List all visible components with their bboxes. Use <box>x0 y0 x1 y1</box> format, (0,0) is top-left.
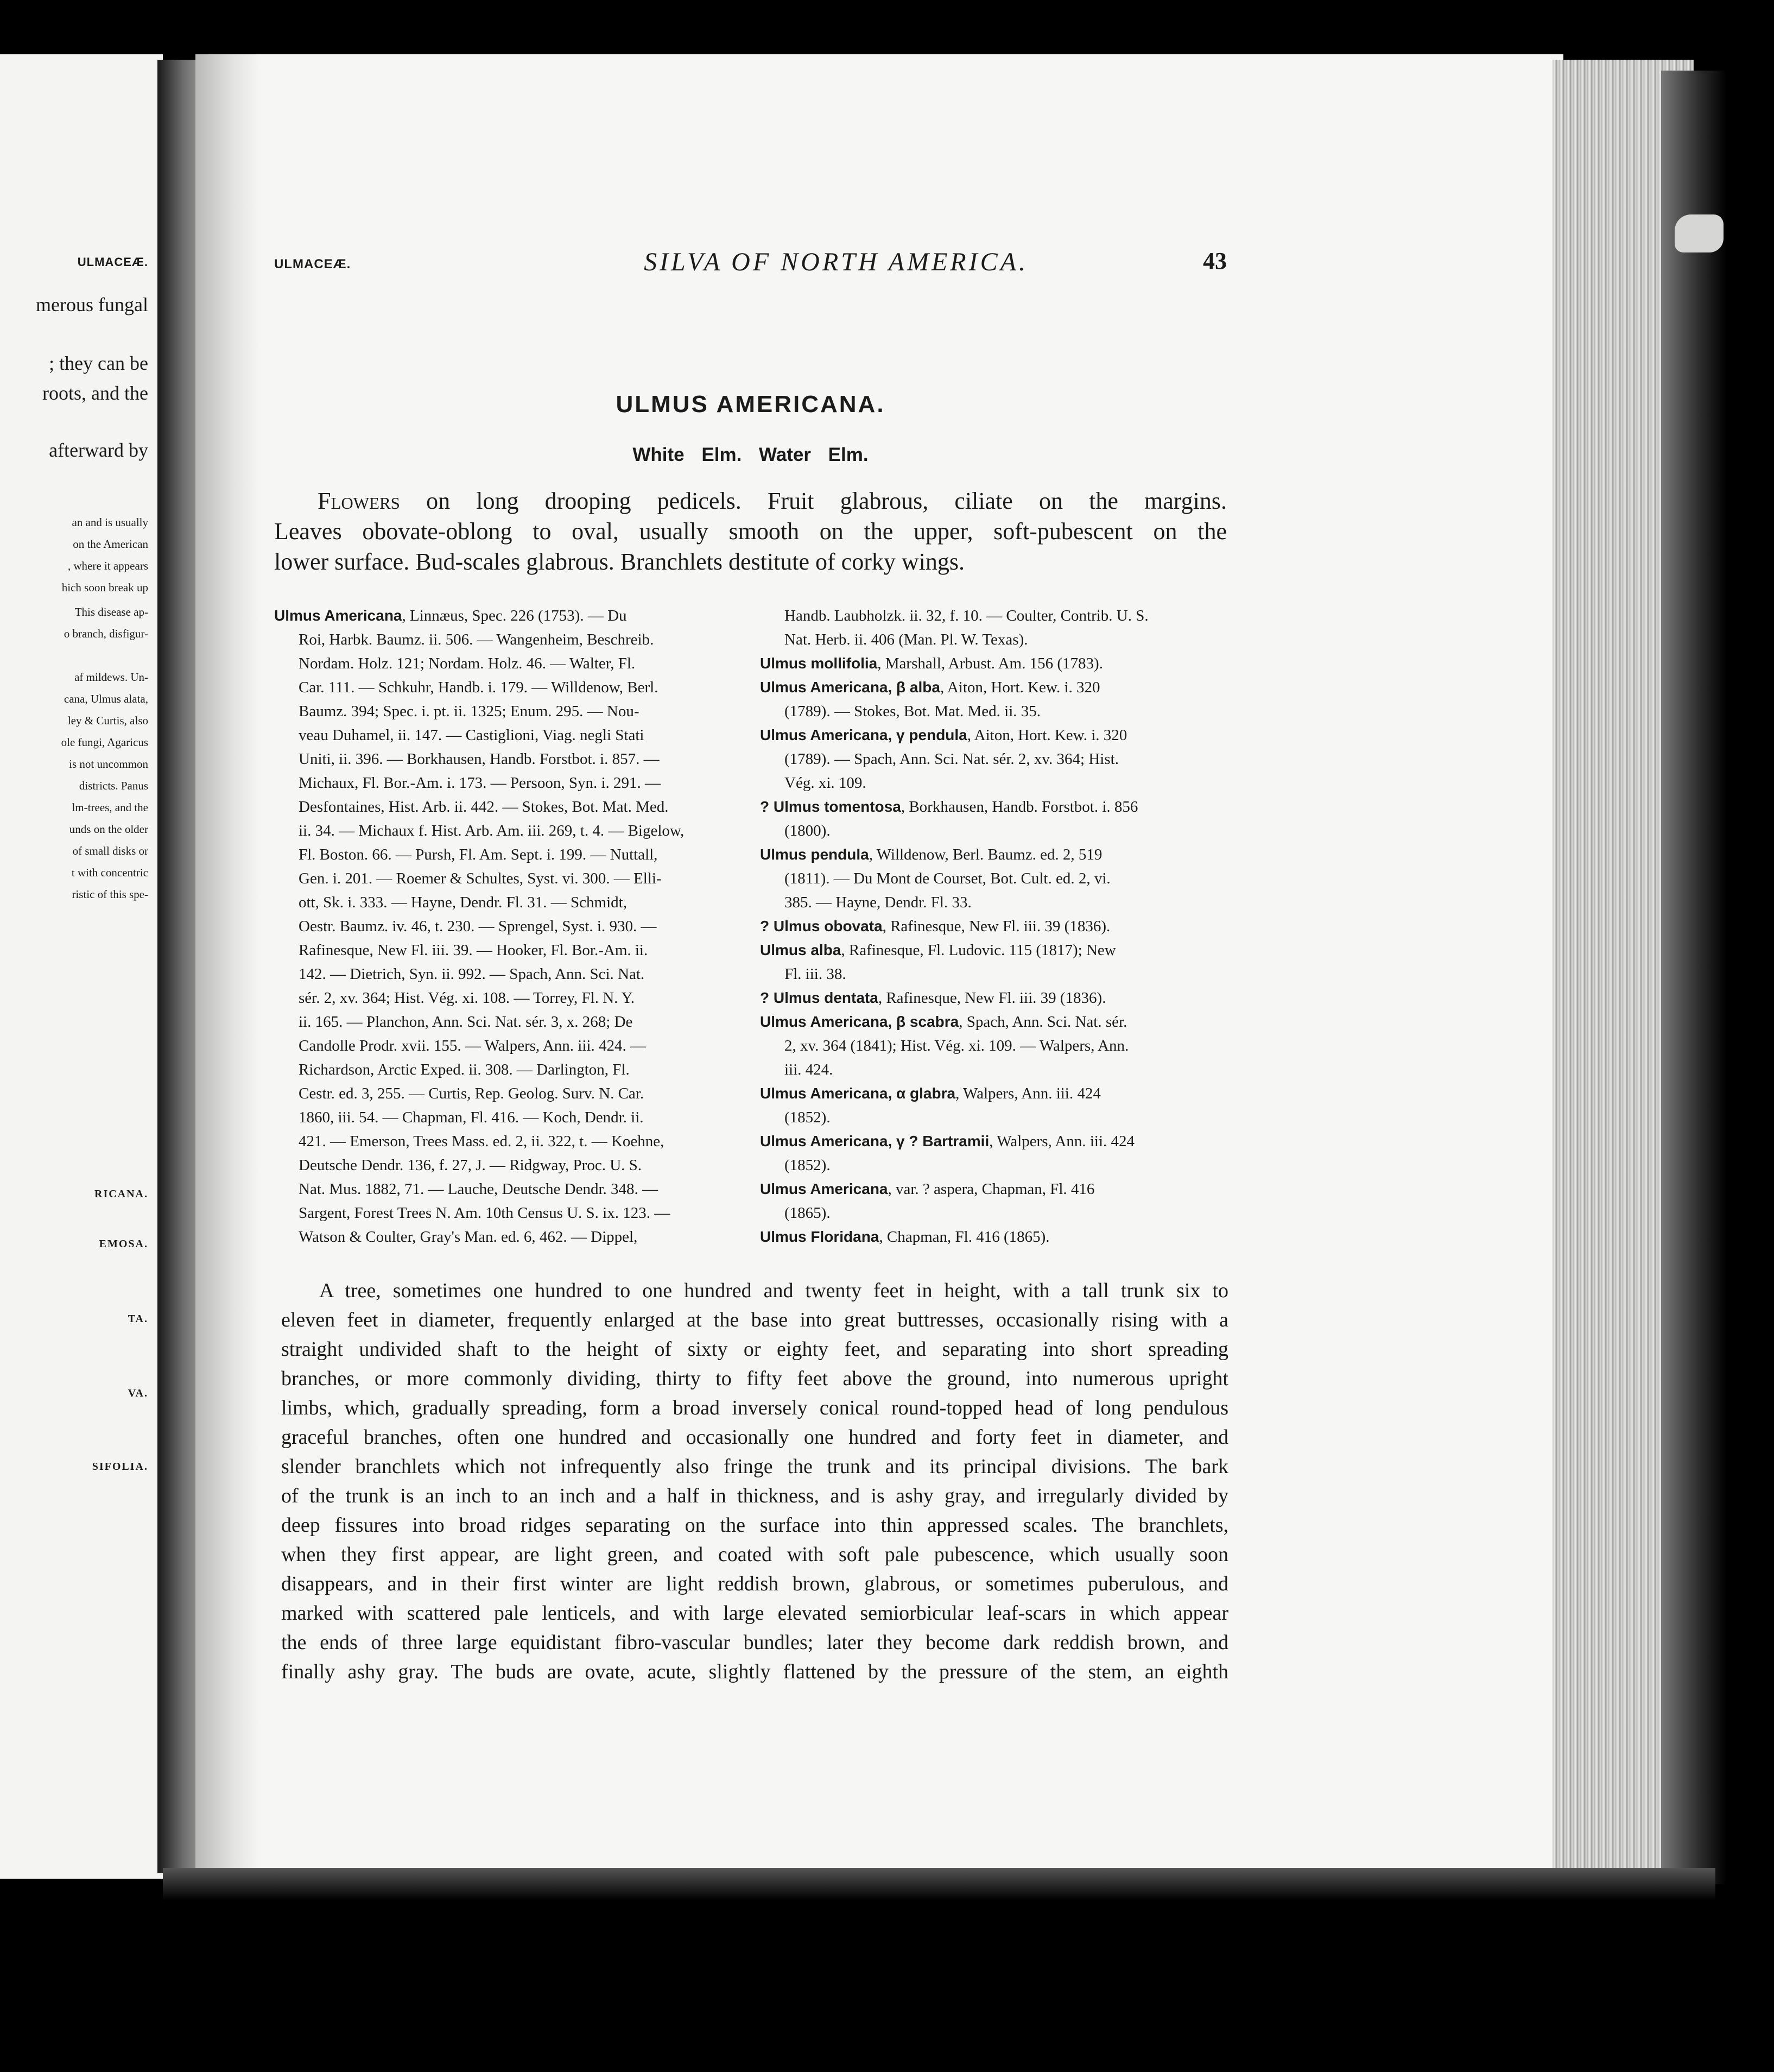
species-synonym-name: Ulmus pendula <box>760 846 869 863</box>
synonymy-line: Richardson, Arctic Exped. ii. 308. — Darlington, Fl. <box>299 1061 630 1078</box>
synonymy-entry: Ulmus mollifolia, Marshall, Arbust. Am. 156 (1783). <box>760 655 1103 672</box>
body-line: of the trunk is an inch to an inch and a half in thickness, and is ashy gray, and irregularly divided by <box>281 1484 1228 1507</box>
synonymy-line: (1852). <box>784 1109 831 1126</box>
species-synonym-name: Ulmus Americana, α glabra <box>760 1085 956 1102</box>
species-synonym-name: ? Ulmus obovata <box>760 918 883 934</box>
species-synonym-name: Ulmus Americana, β scabra <box>760 1013 959 1030</box>
species-synonym-name: ? Ulmus dentata <box>760 989 878 1006</box>
synonymy-line: ii. 165. — Planchon, Ann. Sci. Nat. sér. 3, x. 268; De <box>299 1013 633 1031</box>
diagnosis-line: Leaves obovate-oblong to oval, usually smooth on the upper, soft-pubescent on the <box>274 518 1227 545</box>
synonymy-entry: ? Ulmus dentata, Rafinesque, New Fl. iii. 39 (1836). <box>760 989 1106 1007</box>
synonymy-line: Car. 111. — Schkuhr, Handb. i. 179. — Willdenow, Berl. <box>299 679 658 696</box>
page-number: 43 <box>1203 248 1227 274</box>
synonymy-line: 142. — Dietrich, Syn. ii. 992. — Spach, Ann. Sci. Nat. <box>299 965 645 983</box>
synonymy-line: Nat. Mus. 1882, 71. — Lauche, Deutsche Dendr. 348. — <box>299 1180 658 1198</box>
synonymy-line: (1865). <box>784 1204 831 1222</box>
synonymy-line: Candolle Prodr. xvii. 155. — Walpers, Ann. iii. 424. — <box>299 1037 646 1054</box>
synonymy-line: Rafinesque, New Fl. iii. 39. — Hooker, Fl. Bor.-Am. ii. <box>299 942 648 959</box>
synonymy-entry: Ulmus Americana, var. ? aspera, Chapman, Fl. 416 <box>760 1180 1095 1198</box>
synonymy-entry: Ulmus Americana, β scabra, Spach, Ann. Sci. Nat. sér. <box>760 1013 1127 1031</box>
synonymy-line: Watson & Coulter, Gray's Man. ed. 6, 462. — Dippel, <box>299 1228 638 1246</box>
synonymy-line: Desfontaines, Hist. Arb. ii. 442. — Stokes, Bot. Mat. Med. <box>299 798 669 816</box>
synonymy-line: ott, Sk. i. 333. — Hayne, Dendr. Fl. 31. — Schmidt, <box>299 894 627 911</box>
left-page-line: t with concentric <box>71 866 148 879</box>
synonymy-line: (1800). <box>784 822 831 839</box>
synonymy-line: Deutsche Dendr. 136, f. 27, J. — Ridgway, Proc. U. S. <box>299 1157 642 1174</box>
synonymy-line: Cestr. ed. 3, 255. — Curtis, Rep. Geolog. Surv. N. Car. <box>299 1085 644 1102</box>
body-line: limbs, which, gradually spreading, form a broad inversely conical round-topped head of long pendulous <box>281 1397 1228 1419</box>
synonymy-line: Ulmus Americana, Linnæus, Spec. 226 (1753). — Du <box>274 607 627 624</box>
synonymy-line: (1852). <box>784 1157 831 1174</box>
page-tab-mark <box>1675 214 1724 252</box>
left-page-line: cana, Ulmus alata, <box>64 692 148 705</box>
synonymy-entry: Ulmus Americana, α glabra, Walpers, Ann. iii. 424 <box>760 1085 1101 1102</box>
synonymy-line: iii. 424. <box>784 1061 833 1078</box>
species-synonym-name: Ulmus Floridana <box>760 1228 879 1245</box>
species-synonym-name: ? Ulmus tomentosa <box>760 798 901 815</box>
species-synonym-name: Ulmus Americana <box>760 1180 888 1197</box>
left-page-line: an and is usually <box>72 516 148 529</box>
species-synonym-name: Ulmus mollifolia <box>760 655 878 672</box>
synonymy-line: 2, xv. 364 (1841); Hist. Vég. xi. 109. — Walpers, Ann. <box>784 1037 1129 1054</box>
left-page-line: is not uncommon <box>69 757 148 770</box>
left-page-index-entry: RICANA. <box>94 1188 148 1200</box>
left-page-header: ULMACEÆ. <box>77 255 148 269</box>
synonymy-line: Oestr. Baumz. iv. 46, t. 230. — Sprengel, Syst. i. 930. — <box>299 918 657 935</box>
synonymy-entry: Ulmus Americana, γ ? Bartramii, Walpers, Ann. iii. 424 <box>760 1133 1135 1150</box>
left-page-line: ole fungi, Agaricus <box>61 736 148 749</box>
body-line: disappears, and in their first winter are light reddish brown, glabrous, or sometimes puberulous, and <box>281 1572 1228 1595</box>
synonymy-entry: Ulmus Americana, γ pendula, Aiton, Hort. Kew. i. 320 <box>760 727 1127 744</box>
synonymy-line: (1789). — Spach, Ann. Sci. Nat. sér. 2, xv. 364; Hist. <box>784 750 1119 768</box>
left-page-index-entry: VA. <box>128 1387 148 1399</box>
left-page-line: on the American <box>73 538 148 551</box>
species-synonym-name: Ulmus Americana, β alba <box>760 679 940 696</box>
synonymy-entry: ? Ulmus tomentosa, Borkhausen, Handb. Forstbot. i. 856 <box>760 798 1138 816</box>
gutter-shade <box>195 54 261 1890</box>
synonymy-entry: Ulmus alba, Rafinesque, Fl. Ludovic. 115 (1817); New <box>760 942 1116 959</box>
body-line: A tree, sometimes one hundred to one hundred and twenty feet in height, with a tall trunk six to <box>319 1279 1228 1302</box>
synonymy-line: Gen. i. 201. — Roemer & Schultes, Syst. vi. 300. — Elli- <box>299 870 662 887</box>
synonymy-line: Fl. iii. 38. <box>784 965 846 983</box>
synonymy-line: Handb. Laubholzk. ii. 32, f. 10. — Coulter, Contrib. U. S. <box>784 607 1149 624</box>
synonymy-line: veau Duhamel, ii. 147. — Castiglioni, Viag. negli Stati <box>299 727 644 744</box>
left-page-index-entry: EMOSA. <box>99 1238 148 1250</box>
synonymy-line: (1811). — Du Mont de Courset, Bot. Cult. ed. 2, vi. <box>784 870 1111 887</box>
running-title: SILVA OF NORTH AMERICA. <box>644 248 1028 276</box>
synonymy-line: Vég. xi. 109. <box>784 774 866 792</box>
diagnosis <box>274 486 1227 577</box>
left-page-line: merous fungal <box>36 294 148 315</box>
common-names: White Elm. Water Elm. <box>632 444 869 465</box>
synonymy-line: 385. — Hayne, Dendr. Fl. 33. <box>784 894 972 911</box>
left-page <box>0 54 163 1879</box>
species-synonym-name: Ulmus Americana <box>274 607 402 624</box>
left-page-line: , where it appears <box>67 559 148 572</box>
left-page-line: hich soon break up <box>61 581 148 594</box>
synonymy-line: 1860, iii. 54. — Chapman, Fl. 416. — Koch, Dendr. ii. <box>299 1109 644 1126</box>
synonymy-entry: Ulmus pendula, Willdenow, Berl. Baumz. ed. 2, 519 <box>760 846 1103 863</box>
synonymy-entry: Ulmus Floridana, Chapman, Fl. 416 (1865). <box>760 1228 1050 1246</box>
body-line: finally ashy gray. The buds are ovate, acute, slightly flattened by the pressure of the stem, an eighth <box>281 1660 1228 1683</box>
small-caps-word: Flowers <box>318 488 400 514</box>
left-page-index-entry: TA. <box>128 1313 148 1325</box>
species-synonym-name: Ulmus Americana, γ pendula <box>760 727 967 743</box>
synonymy-line: sér. 2, xv. 364; Hist. Vég. xi. 108. — Torrey, Fl. N. Y. <box>299 989 635 1007</box>
synonymy-line: Baumz. 394; Spec. i. pt. ii. 1325; Enum. 295. — Nou- <box>299 703 639 720</box>
synonymy-line: Nat. Herb. ii. 406 (Man. Pl. W. Texas). <box>784 631 1028 648</box>
species-title: ULMUS AMERICANA. <box>616 391 885 418</box>
synonymy-column-right <box>760 604 1224 1249</box>
synonymy-line: Uniti, ii. 396. — Borkhausen, Handb. Forstbot. i. 857. — <box>299 750 660 768</box>
body-line: slender branchlets which not infrequently also fringe the trunk and its principal divisions. The bark <box>281 1455 1228 1478</box>
running-section: ULMACEÆ. <box>274 257 351 271</box>
bottom-shadow <box>163 1868 1715 1900</box>
left-page-line: af mildews. Un- <box>74 671 148 684</box>
left-page-line: ; they can be <box>49 352 148 374</box>
synonymy-entry: Ulmus Americana, β alba, Aiton, Hort. Kew. i. 320 <box>760 679 1100 696</box>
body-line: branches, or more commonly dividing, thirty to fifty feet above the ground, into numerous upright <box>281 1367 1228 1390</box>
description-paragraph <box>281 1276 1228 1686</box>
body-line: deep fissures into broad ridges separating on the surface into thin appressed scales. The branchlets, <box>281 1514 1228 1537</box>
synonymy-column-left <box>274 604 737 1249</box>
synonymy-line: Michaux, Fl. Bor.-Am. i. 173. — Persoon, Syn. i. 291. — <box>299 774 661 792</box>
left-page-line: lm-trees, and the <box>72 801 148 814</box>
left-page-line: afterward by <box>49 439 148 461</box>
body-line: eleven feet in diameter, frequently enlarged at the base into great buttresses, occasionally rising with a <box>281 1309 1228 1331</box>
body-line: when they first appear, are light green, and coated with soft pale pubescence, which usually soon <box>281 1543 1228 1566</box>
synonymy-line: Roi, Harbk. Baumz. ii. 506. — Wangenheim, Beschreib. <box>299 631 654 648</box>
running-header <box>274 247 1227 280</box>
body-line: marked with scattered pale lenticels, and with large elevated semiorbicular leaf-scars in which appear <box>281 1602 1228 1625</box>
left-page-line: ley & Curtis, also <box>67 714 148 727</box>
body-line: graceful branches, often one hundred and occasionally one hundred and forty feet in diameter, and <box>281 1426 1228 1449</box>
left-page-index-entry: SIFOLIA. <box>92 1461 148 1473</box>
left-page-line: roots, and the <box>42 382 148 404</box>
synonymy-line: 421. — Emerson, Trees Mass. ed. 2, ii. 322, t. — Koehne, <box>299 1133 664 1150</box>
species-synonym-name: Ulmus alba <box>760 942 841 958</box>
synonymy-line: Nordam. Holz. 121; Nordam. Holz. 46. — Walter, Fl. <box>299 655 636 672</box>
left-page-line: districts. Panus <box>79 779 148 792</box>
body-line: straight undivided shaft to the height of sixty or eighty feet, and separating into short spreading <box>281 1338 1228 1361</box>
page-edges-shadow <box>1661 71 1726 1884</box>
synonymy-line: ii. 34. — Michaux f. Hist. Arb. Am. iii. 269, t. 4. — Bigelow, <box>299 822 685 839</box>
body-line: the ends of three large equidistant fibro-vascular bundles; later they become dark reddish brown, and <box>281 1631 1228 1654</box>
synonymy-entry: ? Ulmus obovata, Rafinesque, New Fl. iii. 39 (1836). <box>760 918 1111 935</box>
diagnosis-line: Flowers on long drooping pedicels. Fruit glabrous, ciliate on the margins. <box>318 488 1227 514</box>
left-page-line: This disease ap- <box>74 605 148 618</box>
left-page-line: ristic of this spe- <box>72 888 148 901</box>
synonymy-line: Sargent, Forest Trees N. Am. 10th Census U. S. ix. 123. — <box>299 1204 670 1222</box>
diagnosis-line: lower surface. Bud-scales glabrous. Branchlets destitute of corky wings. <box>274 548 965 575</box>
synonymy-line: Fl. Boston. 66. — Pursh, Fl. Am. Sept. i. 199. — Nuttall, <box>299 846 658 863</box>
left-page-line: unds on the older <box>69 823 148 836</box>
synonymy-line: (1789). — Stokes, Bot. Mat. Med. ii. 35. <box>784 703 1041 720</box>
species-synonym-name: Ulmus Americana, γ ? Bartramii <box>760 1133 990 1149</box>
left-page-line: of small disks or <box>72 844 148 857</box>
left-page-line: o branch, disfigur- <box>64 627 148 640</box>
